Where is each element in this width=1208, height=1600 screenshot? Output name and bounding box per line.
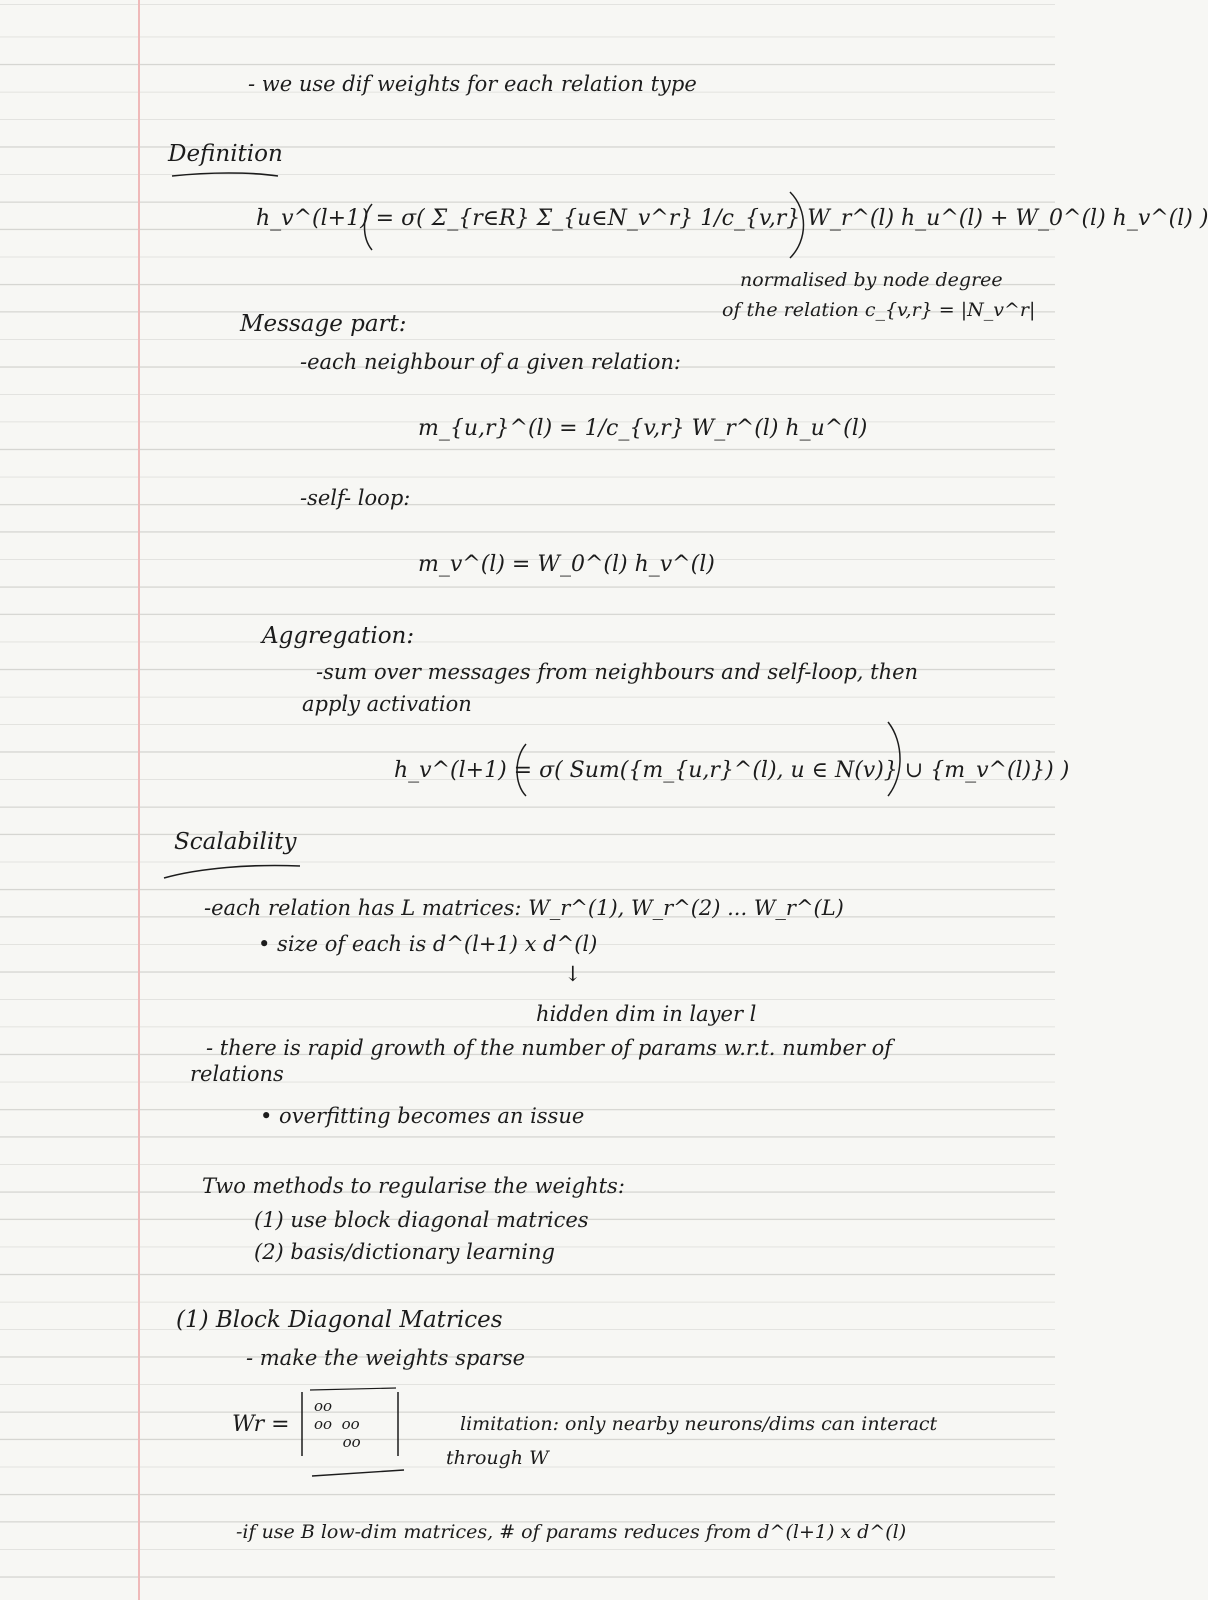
scalability-arrow: ↓ [564,962,582,986]
regularise-method-1: (1) use block diagonal matrices [254,1208,589,1232]
message-formula: m_{u,r}^(l) = 1/c_{v,r} W_r^(l) h_u^(l) [418,416,868,441]
self-loop-formula: m_v^(l) = W_0^(l) h_v^(l) [418,552,715,577]
scalability-growth-2: relations [190,1062,284,1086]
margin-line [138,0,140,1600]
message-heading: Message part: [240,311,407,337]
normalisation-note-2: of the relation c_{v,r} = |N_v^r| [722,299,1036,321]
scalability-growth-1: - there is rapid growth of the number of params w.r.t. number of [206,1036,893,1060]
scalability-matrices-line: -each relation has L matrices: W_r^(1), W_r^(2) ... W_r^(L) [204,896,844,920]
aggregation-formula: h_v^(l+1) = σ( Sum({m_{u,r}^(l), u ∈ N(v)} ∪ {m_v^(l)}) ) [394,758,1070,783]
block-limitation-2: through W [446,1447,549,1469]
matrix-top-bar [310,1388,396,1390]
aggregation-desc-1: -sum over messages from neighbours and self-loop, then [316,660,919,684]
aggregation-heading: Aggregation: [262,623,415,649]
matrix-row-1: oo [314,1397,333,1415]
scalability-hidden-dim: hidden dim in layer l [536,1002,757,1026]
message-neighbour-line: -each neighbour of a given relation: [300,350,682,374]
definition-formula: h_v^(l+1) = σ( Σ_{r∈R} Σ_{u∈N_v^r} 1/c_{v,r} W_r^(l) h_u^(l) + W_0^(l) h_v^(l) ) [256,206,1208,231]
matrix-row-2: oo oo [314,1415,360,1433]
normalisation-note-1: normalised by node degree [740,269,1003,291]
scalability-size-line: • size of each is d^(l+1) x d^(l) [258,932,598,956]
self-loop-line: -self- loop: [300,486,411,510]
matrix-row-3: oo [314,1433,361,1451]
block-reduce-line: -if use B low-dim matrices, # of params reduces from d^(l+1) x d^(l) [236,1521,907,1543]
block-sparse-line: - make the weights sparse [246,1346,526,1370]
block-limitation-1: limitation: only nearby neurons/dims can interact [460,1413,938,1435]
block-diagonal-heading: (1) Block Diagonal Matrices [176,1307,503,1333]
regularise-heading: Two methods to regularise the weights: [202,1174,625,1198]
scalability-underline [164,866,300,879]
intro-line: - we use dif weights for each relation type [248,72,697,96]
definition-underline [172,173,278,176]
block-wr-label: Wr = [232,1412,290,1437]
scalability-overfitting: • overfitting becomes an issue [260,1104,585,1128]
matrix-underline [312,1470,404,1476]
regularise-method-2: (2) basis/dictionary learning [254,1240,555,1264]
definition-heading: Definition [168,141,283,167]
aggregation-desc-2: apply activation [302,692,472,716]
scalability-heading: Scalability [174,829,297,855]
